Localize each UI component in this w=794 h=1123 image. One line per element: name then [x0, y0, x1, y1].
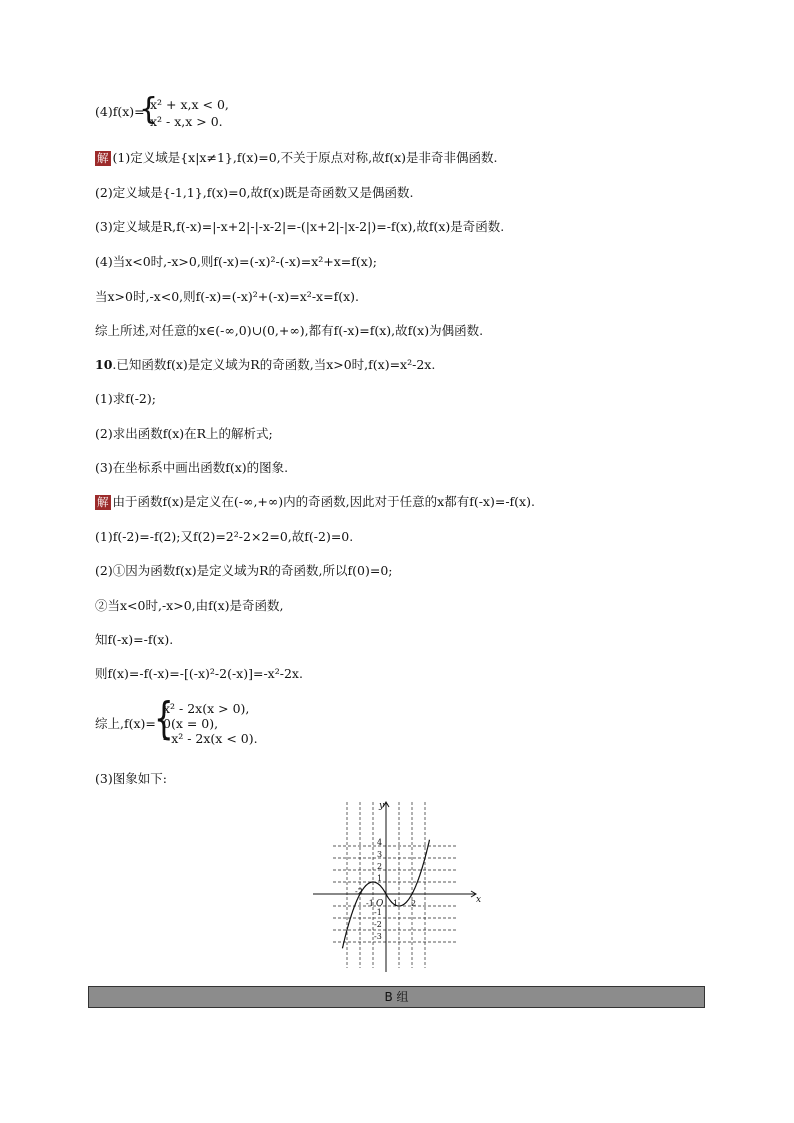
sol9-line3: (3)定义域是R,f(-x)=|-x+2|-|-x-2|=-(|x+2|-|x-2|)=-f(x),故f(x)是奇函数.	[95, 219, 505, 234]
part4-case1: x² + x,x < 0,	[150, 97, 229, 112]
part4-brace: {	[139, 92, 159, 127]
sol10-line4: 知f(-x)=-f(x).	[95, 632, 174, 647]
section-label: B 组	[384, 990, 409, 1004]
x-tick-label: 2	[411, 899, 417, 908]
part4-case2: x² - x,x > 0.	[150, 114, 223, 129]
solution-badge: 解	[97, 151, 109, 165]
y-axis	[383, 802, 389, 972]
q10-stem-text: .已知函数f(x)是定义域为R的奇函数,当x>0时,f(x)=x²-2x.	[112, 357, 436, 372]
summary-brace: {	[154, 693, 174, 744]
sol9-line1	[95, 150, 498, 166]
solution-badge: 解	[97, 495, 109, 509]
sol9-line4: (4)当x<0时,-x>0,则f(-x)=(-x)²-(-x)=x²+x=f(x);	[95, 254, 377, 269]
summary-case2: 0(x = 0),	[163, 716, 219, 731]
part4-prefix: (4)f(x)=	[95, 104, 145, 119]
q10-part2: (2)求出函数f(x)在R上的解析式;	[95, 426, 273, 441]
x-tick-label: -1	[366, 899, 374, 908]
sol10-line3: ②当x<0时,-x>0,由f(x)是奇函数,	[95, 598, 284, 613]
y-tick-label: -1	[374, 908, 382, 917]
q10-number: 10	[95, 357, 113, 372]
summary-case3: - x² - 2x(x < 0).	[163, 731, 258, 746]
q10-stem	[95, 357, 435, 373]
sol9-line5: 当x>0时,-x<0,则f(-x)=(-x)²+(-x)=x²-x=f(x).	[95, 289, 359, 304]
sol10-intro-text: 由于函数f(x)是定义在(-∞,+∞)内的奇函数,因此对于任意的x都有f(-x)=-f(x).	[112, 494, 535, 509]
sol9-line1-text: (1)定义域是{x|x≠1},f(x)=0,不关于原点对称,故f(x)是非奇非偶函数.	[112, 150, 498, 165]
summary-case1: x² - 2x(x > 0),	[163, 701, 250, 716]
section-header-b	[88, 986, 705, 1008]
origin-label: O	[376, 899, 384, 909]
y-tick-label: 2	[377, 862, 383, 871]
x-axis	[313, 891, 476, 897]
sol10-line2: (2)①因为函数f(x)是定义域为R的奇函数,所以f(0)=0;	[95, 563, 393, 578]
axes	[313, 802, 476, 972]
sol10-summary-prefix: 综上,f(x)=	[95, 716, 156, 731]
y-tick-label: 3	[377, 850, 383, 859]
sol10-line5: 则f(x)=-f(-x)=-[(-x)²-2(-x)]=-x²-2x.	[95, 666, 303, 681]
x-tick-label: 1	[393, 899, 399, 908]
q10-part1: (1)求f(-2);	[95, 391, 156, 406]
x-axis-label: x	[476, 895, 482, 905]
sol10-line6: (3)图象如下:	[95, 771, 167, 786]
x-tick-label: -2	[355, 887, 363, 896]
sol10-intro	[95, 494, 535, 510]
y-tick-label: 4	[377, 838, 383, 847]
y-tick-label: -3	[374, 932, 382, 941]
dashed-grid	[333, 802, 458, 968]
sol9-line2: (2)定义域是{-1,1},f(x)=0,故f(x)既是奇函数又是偶函数.	[95, 185, 414, 200]
sol10-line1: (1)f(-2)=-f(2);又f(2)=2²-2×2=0,故f(-2)=0.	[95, 529, 354, 544]
sol9-line6: 综上所述,对任意的x∈(-∞,0)∪(0,+∞),都有f(-x)=f(x),故f(x)为偶函数.	[95, 323, 484, 338]
y-tick-label: -2	[374, 920, 382, 929]
y-tick-label: 1	[377, 874, 383, 883]
function-graph	[308, 800, 488, 975]
q10-part3: (3)在坐标系中画出函数f(x)的图象.	[95, 460, 289, 475]
y-axis-label: y	[379, 801, 385, 811]
